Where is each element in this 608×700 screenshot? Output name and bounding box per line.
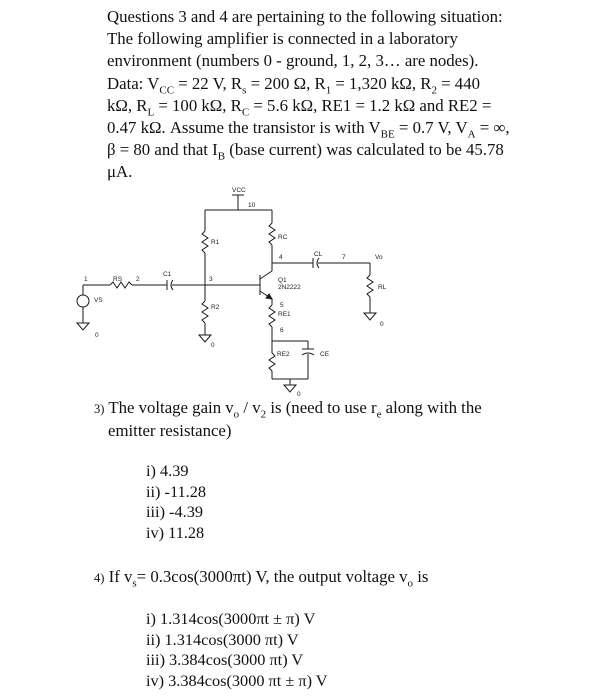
- ground-symbols: [77, 313, 376, 392]
- label-vo: Vo: [375, 254, 383, 261]
- label-node-0-r2: 0: [211, 342, 215, 349]
- intro-line-2: The following amplifier is connected in a laboratory: [107, 29, 458, 49]
- label-vs: VS: [94, 297, 103, 304]
- q4-option-ii[interactable]: ii) 1.314cos(3000 πt) V: [146, 629, 299, 649]
- problem-statement: [107, 6, 597, 184]
- label-node-0-rl: 0: [380, 321, 384, 328]
- question-3-options: [146, 461, 206, 543]
- label-node-2: 2: [136, 276, 140, 283]
- label-node-7: 7: [342, 254, 346, 261]
- label-cl: CL: [314, 251, 323, 258]
- q4-option-iv[interactable]: iv) 3.384cos(3000 πt ± π) V: [146, 670, 328, 690]
- label-r1: R1: [211, 239, 220, 246]
- label-re1: RE1: [278, 311, 291, 318]
- q4-option-iii[interactable]: iii) 3.384cos(3000 πt) V: [146, 650, 304, 669]
- label-rl: RL: [378, 284, 387, 291]
- label-node-6: 6: [280, 327, 284, 334]
- label-vcc: VCC: [232, 187, 246, 194]
- label-q1-part: 2N2222: [278, 284, 301, 291]
- q3-option-iii[interactable]: iii) -4.39: [146, 502, 203, 521]
- amplifier-schematic: [70, 183, 430, 398]
- intro-line-1: Questions 3 and 4 are pertaining to the following situation:: [107, 7, 503, 26]
- intro-line-4: Data: $V_{CC} = 22$ V, $R_s = 200$ Ω, $R_1 = 1,320$ kΩ, $R_2 = 440$: [107, 73, 480, 96]
- label-rc: RC: [278, 234, 288, 241]
- label-node-10: 10: [248, 202, 256, 209]
- q3-option-ii[interactable]: ii) -11.28: [146, 481, 206, 501]
- intro-line-7: β = 80 and that $I_B$ (base current) was calculated to be 45.78: [107, 140, 504, 163]
- label-node-1: 1: [84, 276, 88, 283]
- question-3-line-2: emitter resistance): [108, 421, 232, 440]
- question-3-line-1: 3) The voltage gain $v_o / v_2$ is (need to use $r_e$ along with the: [94, 398, 482, 421]
- question-3: [94, 397, 594, 442]
- label-c1: C1: [163, 271, 172, 278]
- label-rs: RS: [113, 276, 123, 283]
- label-r2: R2: [211, 304, 220, 311]
- q3-option-iv[interactable]: iv) 11.28: [146, 522, 205, 542]
- question-4-options: [146, 609, 328, 691]
- q4-option-i[interactable]: i) 1.314cos(3000πt ± π) V: [146, 609, 316, 628]
- question-4-line-1: 4) If $v_s= 0.3\cos(3000\pi t)$ V, the output voltage $v_o$ is: [94, 567, 429, 590]
- label-node-3: 3: [209, 276, 213, 283]
- label-node-4: 4: [279, 254, 283, 261]
- intro-line-6: 0.47 kΩ. Assume the transistor is with $V_{BE} = 0.7$ V, $V_A$ = ∞,: [107, 118, 510, 141]
- intro-line-5: kΩ, $R_L = 100$ kΩ, $R_C = 5.6$ kΩ, RE1 = 1.2 kΩ and RE2 =: [107, 95, 492, 119]
- q3-option-i[interactable]: i) 4.39: [146, 461, 189, 480]
- label-node-0-emitter: 0: [297, 391, 301, 398]
- label-re2: RE2: [277, 351, 290, 358]
- label-ce: CE: [320, 351, 330, 358]
- label-node-0-vs: 0: [95, 332, 99, 339]
- intro-line-8: μA.: [107, 162, 133, 182]
- label-q1: Q1: [278, 277, 287, 284]
- intro-line-3: environment (numbers 0 - ground, 1, 2, 3… are nodes).: [107, 51, 479, 71]
- question-4: [94, 566, 594, 589]
- label-node-5: 5: [280, 302, 284, 309]
